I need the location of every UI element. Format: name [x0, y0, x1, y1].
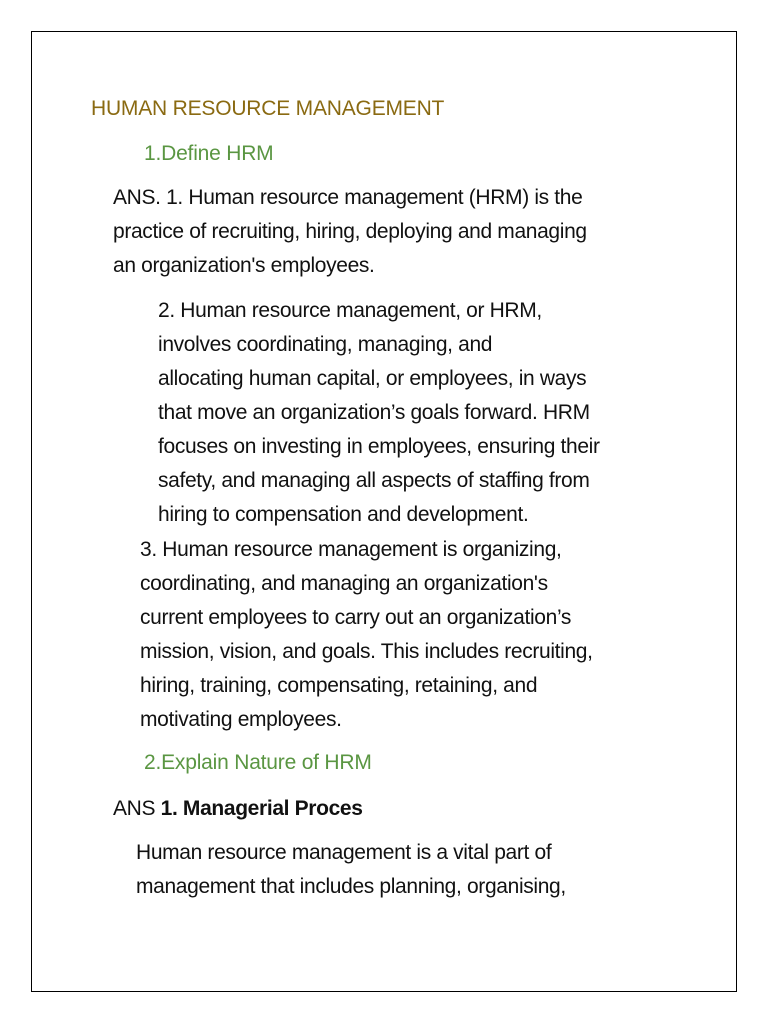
- paragraph-line: current employees to carry out an organization’s: [140, 606, 572, 629]
- paragraph-line: safety, and managing all aspects of staffing from: [158, 469, 590, 492]
- paragraph-line: 2. Human resource management, or HRM,: [158, 299, 542, 322]
- answer-paragraph-2: [158, 294, 600, 532]
- paragraph-line: Human resource management is a vital part of: [136, 841, 552, 864]
- paragraph-line: ANS. 1. Human resource management (HRM) is the: [113, 186, 583, 209]
- paragraph-line: 3. Human resource management is organizing,: [140, 538, 562, 561]
- paragraph-line: coordinating, and managing an organization's: [140, 572, 548, 595]
- answer-prefix: ANS: [113, 797, 161, 820]
- answer-paragraph-4: [136, 836, 566, 904]
- paragraph-line: mission, vision, and goals. This includes recruiting,: [140, 640, 593, 663]
- paragraph-line: that move an organization’s goals forward. HRM: [158, 401, 590, 424]
- section-heading-define-hrm: 1.Define HRM: [144, 142, 274, 165]
- answer-paragraph-1: [113, 181, 587, 283]
- paragraph-line: involves coordinating, managing, and: [158, 333, 493, 356]
- paragraph-line: hiring to compensation and development.: [158, 503, 529, 526]
- paragraph-line: focuses on investing in employees, ensuring their: [158, 435, 600, 458]
- paragraph-line: an organization's employees.: [113, 254, 375, 277]
- paragraph-line: motivating employees.: [140, 708, 342, 731]
- section-heading-nature-of-hrm: 2.Explain Nature of HRM: [144, 751, 372, 774]
- document-title: HUMAN RESOURCE MANAGEMENT: [91, 97, 445, 120]
- paragraph-line: management that includes planning, organising,: [136, 875, 566, 898]
- paragraph-line: practice of recruiting, hiring, deploying and managing: [113, 220, 587, 243]
- answer-subheading-line: [113, 792, 363, 826]
- paragraph-line: allocating human capital, or employees, in ways: [158, 367, 587, 390]
- answer-subheading: 1. Managerial Proces: [160, 797, 363, 820]
- answer-paragraph-3: [140, 533, 593, 737]
- paragraph-line: hiring, training, compensating, retaining, and: [140, 674, 538, 697]
